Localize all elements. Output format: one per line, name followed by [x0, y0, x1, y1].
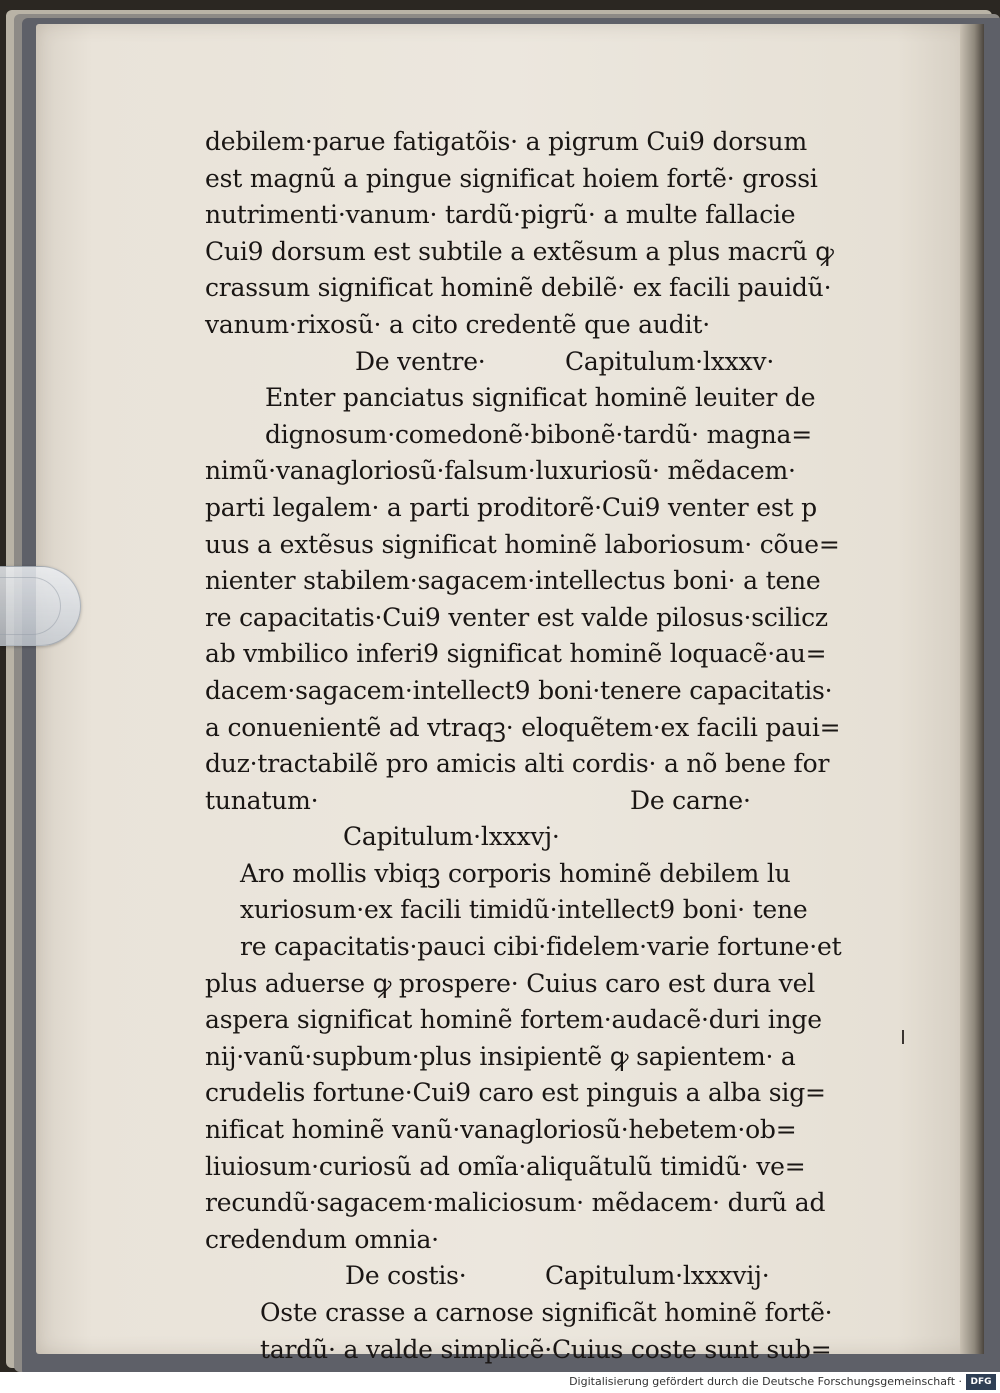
text-line: nienter stabilem·sagacem·intellectus boni· a tene [205, 566, 821, 596]
text-line: dignosum·comedonẽ·bibonẽ·tardũ· magna= [265, 419, 812, 449]
text-line: tardũ· a valde simplicẽ·Cuius coste sunt sub= [260, 1334, 832, 1364]
text-line: parti legalem· a parti proditorẽ·Cui9 venter est p [205, 492, 817, 522]
heading-title: De ventre· [355, 346, 486, 376]
text-line: debilem·parue fatigatõis· a pigrum Cui9 dorsum [205, 127, 807, 156]
text-line: aspera significat hominẽ fortem·audacẽ·duri inge [205, 1005, 822, 1035]
text-line: uus a extẽsus significat hominẽ laboriosum· cõue= [205, 529, 840, 559]
text-line: ab vmbilico inferi9 significat hominẽ loquacẽ·au= [205, 639, 827, 669]
text-line: dacem·sagacem·intellect9 boni·tenere capacitatis· [205, 675, 833, 705]
line-with-heading [205, 783, 845, 820]
text-line: liuiosum·curiosũ ad omĩa·aliquãtulũ timidũ· ve= [205, 1151, 806, 1181]
heading-chapter-number: Capitulum·lxxxvij· [545, 1261, 770, 1291]
text-line: nimũ·vanagloriosũ·falsum·luxuriosũ· mẽdacem· [205, 456, 796, 486]
heading-chapter-number: Capitulum·lxxxvj· [343, 822, 560, 852]
text-line: a conuenientẽ ad vtraqꝫ· eloquẽtem·ex facili paui= [205, 712, 841, 742]
text-line: plus aduerse ꝙ prospere· Cuius caro est dura vel [205, 968, 815, 998]
margin-mark [902, 1030, 904, 1044]
paragraph-first-line: Aro mollis vbiqꝫ corporis hominẽ debilem lu [240, 858, 791, 888]
clip-inner-edge [0, 577, 61, 635]
text-line: nificat hominẽ vanũ·vanagloriosũ·hebetem·ob= [205, 1115, 797, 1145]
dfg-logo: DFG [966, 1374, 996, 1390]
text-line: duz·tractabilẽ pro amicis alti cordis· a nõ bene for [205, 749, 830, 779]
heading-title: De carne· [630, 785, 751, 815]
paragraph-carne [205, 892, 845, 1258]
chapter-heading-carne [205, 819, 845, 856]
text-line-end: tunatum· [205, 785, 319, 815]
heading-chapter-number: Capitulum·lxxxv· [565, 346, 775, 376]
paragraph-costis [205, 1332, 845, 1372]
text-line: credendum omnia· [205, 1224, 439, 1254]
text-line: xuriosum·ex facili timidũ·intellect9 boni· tene [240, 895, 808, 925]
funding-credit: Digitalisierung gefördert durch die Deutsche Forschungsgemeinschaft · [569, 1375, 962, 1388]
text-line: Cui9 dorsum est subtile a extẽsum a plus macrũ ꝙ [205, 236, 834, 266]
heading-title: De costis· [345, 1261, 467, 1291]
text-line: re capacitatis·Cui9 venter est valde pilosus·scilicz [205, 602, 828, 632]
text-line: nutrimenti·vanum· tardũ·pigrũ· a multe fallacie [205, 200, 796, 230]
paragraph-first-line: Oste crasse a carnose significãt hominẽ fortẽ· [260, 1298, 833, 1327]
paragraph-first-line: Enter panciatus significat hominẽ leuiter de [265, 383, 816, 413]
text-line: re capacitatis·pauci cibi·fidelem·varie fortune·et [240, 932, 842, 962]
text-line: nij·vanũ·supbum·plus insipientẽ ꝙ sapientem· a [205, 1041, 796, 1071]
paragraph-ventre [205, 417, 845, 783]
text-line: est magnũ a pingue significat hoiem fortẽ· grossi [205, 163, 818, 193]
text-line: vanum·rixosũ· a cito credentẽ que audit· [205, 309, 710, 339]
chapter-heading-ventre [205, 344, 845, 381]
book-gutter [960, 24, 984, 1354]
text-line: recundũ·sagacem·maliciosum· mẽdacem· durũ ad [205, 1188, 826, 1218]
page-text [205, 124, 845, 1372]
footer-bar [0, 1372, 1000, 1393]
paragraph-dorsum [205, 124, 845, 344]
chapter-heading-costis [205, 1258, 845, 1295]
text-line: crudelis fortune·Cui9 caro est pinguis a alba sig= [205, 1078, 826, 1108]
text-line: crassum significat hominẽ debilẽ· ex facili pauidũ· [205, 273, 832, 303]
plastic-page-clip [0, 566, 81, 646]
